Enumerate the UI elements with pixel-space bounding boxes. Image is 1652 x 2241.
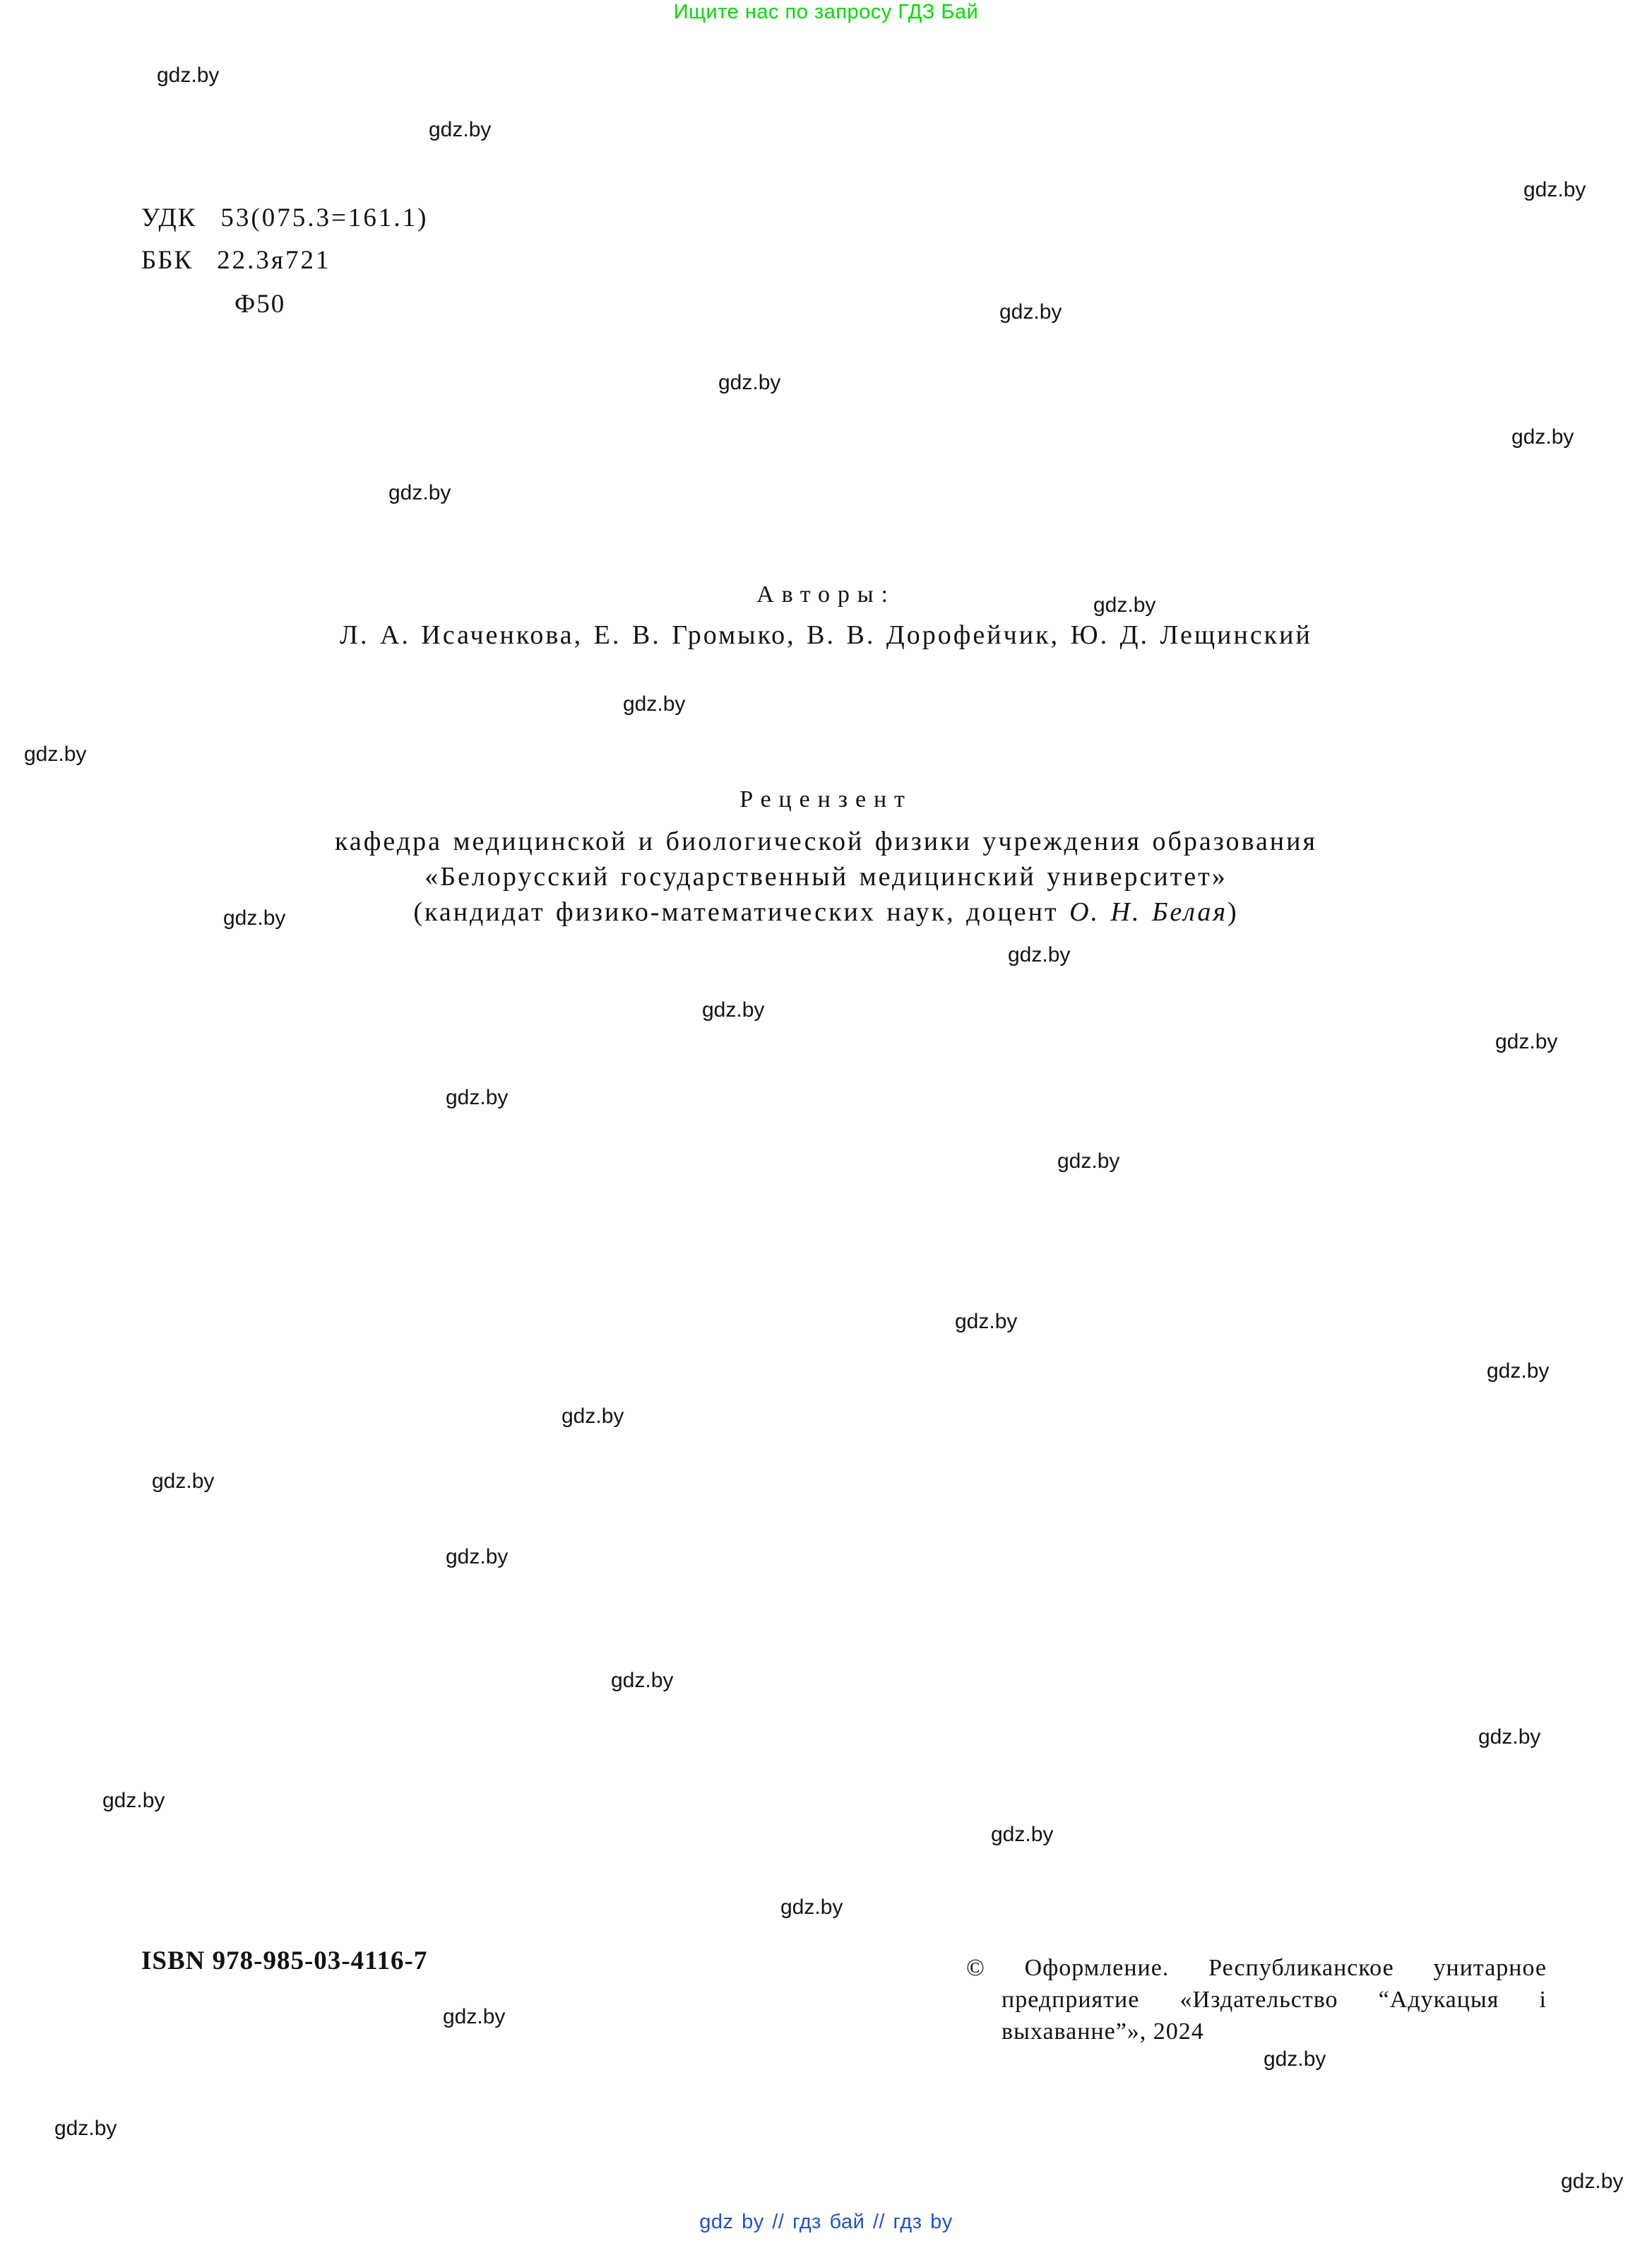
watermark-gdz-25: gdz.by <box>991 1823 1054 1846</box>
watermark-gdz-15: gdz.by <box>446 1086 509 1109</box>
udc-line <box>141 205 428 231</box>
watermark-gdz-14: gdz.by <box>1495 1030 1558 1053</box>
isbn: ISBN 978-985-03-4116-7 <box>141 1946 428 1975</box>
footer-links[interactable]: gdz by // гдз бай // гдз by <box>699 2211 953 2233</box>
watermark-gdz-18: gdz.by <box>1487 1359 1550 1383</box>
udc-label: УДК <box>141 203 197 232</box>
reviewer-line-2: «Белорусский государственный медицинский университет» <box>424 862 1228 892</box>
watermark-gdz-19: gdz.by <box>561 1405 624 1428</box>
author-sign: Ф50 <box>234 290 286 319</box>
watermark-gdz-12: gdz.by <box>1008 943 1071 966</box>
authors-names: Л. А. Исаченкова, Е. В. Громыко, В. В. Дорофейчик, Ю. Д. Лещинский <box>340 620 1312 650</box>
watermark-gdz-29: gdz.by <box>54 2117 117 2140</box>
watermark-gdz-11: gdz.by <box>223 906 286 930</box>
copyright-line-2: предприятие «Издательство “Адукацыя і <box>1002 1987 1547 2013</box>
watermark-gdz-17: gdz.by <box>955 1310 1018 1333</box>
watermark-gdz-28: gdz.by <box>1264 2047 1326 2071</box>
watermark-gdz-6: gdz.by <box>1511 425 1574 449</box>
reviewer-line-3-close: ) <box>1228 897 1239 927</box>
watermark-gdz-27: gdz.by <box>443 2005 506 2028</box>
watermark-gdz-22: gdz.by <box>611 1669 674 1692</box>
watermark-gdz-24: gdz.by <box>102 1789 165 1812</box>
reviewer-line-3-text: (кандидат физико-математических наук, доцент <box>413 897 1070 927</box>
watermark-gdz-3: gdz.by <box>1523 178 1586 201</box>
bbk-value: 22.3я721 <box>217 246 331 275</box>
bbk-label: ББК <box>141 246 194 275</box>
watermark-gdz-23: gdz.by <box>1478 1725 1541 1749</box>
watermark-gdz-10: gdz.by <box>24 743 87 766</box>
reviewer-name: О. Н. Белая <box>1069 897 1228 927</box>
watermark-gdz-5: gdz.by <box>718 371 781 394</box>
watermark-gdz-21: gdz.by <box>446 1545 509 1568</box>
reviewer-line-1: кафедра медицинской и биологической физики учреждения образования <box>335 827 1317 856</box>
watermark-gdz-26: gdz.by <box>780 1896 843 1919</box>
watermark-gdz-4: gdz.by <box>999 300 1062 324</box>
watermark-gdz-2: gdz.by <box>429 118 492 141</box>
watermark-gdz-9: gdz.by <box>623 692 686 716</box>
copyright-block <box>966 1952 1547 2047</box>
bbk-line <box>141 247 331 273</box>
udc-value: 53(075.3=161.1) <box>220 203 429 232</box>
authors-heading: Авторы: <box>756 581 896 608</box>
watermark-gdz-30: gdz.by <box>1561 2170 1624 2193</box>
copyright-line-1: © Оформление. Республиканское унитарное <box>966 1955 1547 1981</box>
watermark-gdz-7: gdz.by <box>388 481 451 504</box>
watermark-gdz-8: gdz.by <box>1093 593 1156 617</box>
watermark-gdz-16: gdz.by <box>1057 1149 1120 1173</box>
watermark-gdz-1: gdz.by <box>157 64 220 87</box>
promo-banner-text: Ищите нас по запросу ГДЗ Бай <box>673 1 979 23</box>
reviewer-heading: Рецензент <box>739 786 913 812</box>
copyright-line-3: выхаванне”», 2024 <box>1002 2018 1204 2045</box>
watermark-gdz-13: gdz.by <box>702 998 765 1022</box>
watermark-gdz-20: gdz.by <box>152 1470 215 1493</box>
